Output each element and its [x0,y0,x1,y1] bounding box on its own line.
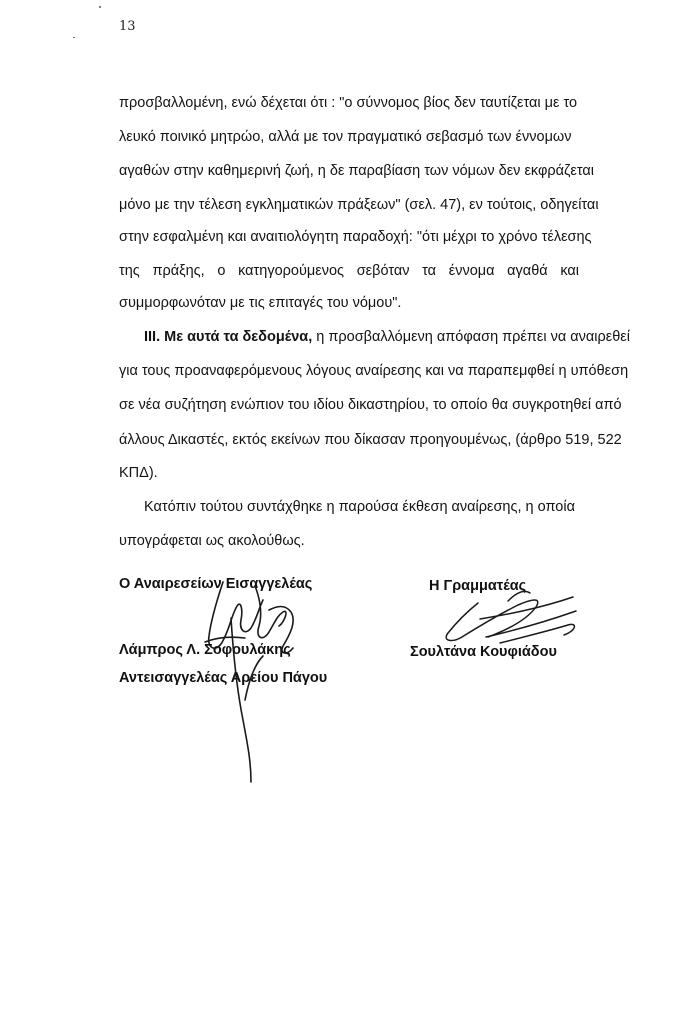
body-line: για τους προαναφερόμενους λόγους αναίρεσης και να παραπεμφθεί η υπόθεση [119,363,629,379]
prosecutor-title: Ο Αναιρεσείων Εισαγγελέας [119,576,313,592]
body-line: στην εσφαλμένη και αναιτιολόγητη παραδοχή: "ότι μέχρι το χρόνο τέλεσης [119,229,592,245]
page-number: 13 [119,19,136,34]
word: τα [422,263,437,279]
scan-speck [73,37,75,38]
word: αγαθά [507,263,548,279]
body-line: υπογράφεται ως ακολούθως. [119,533,305,549]
clerk-title: Η Γραμματέας [429,578,527,594]
body-line: λευκό ποινικό μητρώο, αλλά με τον πραγματικό σεβασμό των έννομων [119,129,572,145]
body-line: ΚΠΔ). [119,465,158,481]
body-line [144,328,630,346]
word: έννομα [448,263,495,279]
body-line: προσβαλλομένη, ενώ δέχεται ότι : "ο σύννομος βίος δεν ταυτίζεται με το [119,95,578,111]
body-line-justified [119,262,579,280]
word: κατηγορούμενος [238,263,345,279]
word: της [119,263,140,279]
word: σεβόταν [356,263,410,279]
body-line: συμμορφωνόταν με τις επιταγές του νόμου". [119,295,402,311]
clerk-name: Σουλτάνα Κουφιάδου [410,644,557,660]
body-line: άλλους Δικαστές, εκτός εκείνων που δίκασαν προηγουμένως, (άρθρο 519, 522 [119,432,622,448]
word: και [560,263,579,279]
scan-speck [99,6,101,8]
body-line: Κατόπιν τούτου συντάχθηκε η παρούσα έκθεση αναίρεσης, η οποία [144,499,575,515]
section-lead: ΙΙΙ. Με αυτά τα δεδομένα, [144,329,313,345]
prosecutor-role: Αντεισαγγελέας Αρείου Πάγου [119,670,328,686]
prosecutor-name: Λάμπρος Λ. Σοφουλάκης [119,642,291,658]
body-line-rest: η προσβαλλόμενη απόφαση πρέπει να αναιρεθεί [312,329,630,345]
word: πράξης, [152,263,205,279]
word: ο [217,263,226,279]
body-line: αγαθών στην καθημερινή ζωή, η δε παραβίαση των νόμων δεν εκφράζεται [119,163,594,179]
body-line: σε νέα συζήτηση ενώπιον του ιδίου δικαστηρίου, το οποίο θα συγκροτηθεί από [119,397,622,413]
body-line: μόνο με την τέλεση εγκληματικών πράξεων" (σελ. 47), εν τούτοις, οδηγείται [119,197,599,213]
